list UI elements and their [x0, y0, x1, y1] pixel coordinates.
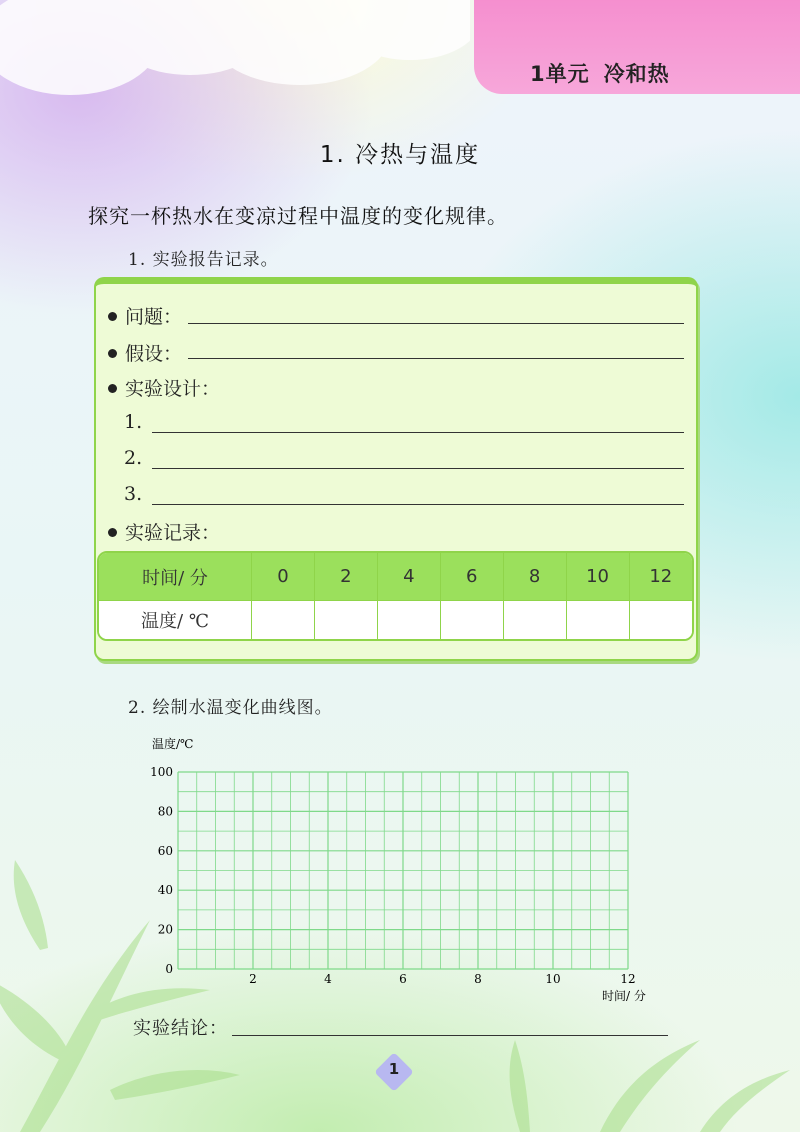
bullet-icon [108, 384, 117, 393]
temperature-input-cell[interactable] [252, 601, 315, 640]
design-step-2-label: 2. [124, 447, 143, 469]
design-step-3-label: 3. [124, 483, 143, 505]
temperature-input-cell[interactable] [314, 601, 377, 640]
bullet-icon [108, 312, 117, 321]
temperature-input-cell[interactable] [440, 601, 503, 640]
design-step-1-line[interactable] [152, 432, 684, 433]
lesson-title: 1. 冷热与温度 [319, 142, 481, 168]
temperature-chart-grid[interactable] [140, 730, 680, 1010]
section2-label: 2. 绘制水温变化曲线图。 [128, 698, 333, 718]
record-field [108, 518, 220, 545]
y-tick-label: 60 [157, 843, 173, 858]
temperature-row [99, 601, 692, 640]
x-tick-label: 4 [324, 972, 332, 986]
section1-label: 1. 实验报告记录。 [128, 250, 279, 270]
conclusion-answer-line[interactable] [232, 1035, 668, 1036]
bullet-icon [108, 349, 117, 358]
task-statement: 探究一杯热水在变凉过程中温度的变化规律。 [88, 204, 508, 228]
time-cell: 4 [377, 553, 440, 601]
unit-number-label: 1单元 [530, 62, 590, 86]
hypothesis-answer-line[interactable] [188, 358, 684, 359]
grid-lines [178, 772, 628, 969]
time-cell: 8 [503, 553, 566, 601]
x-tick-label: 8 [474, 972, 482, 986]
unit-heading [530, 58, 670, 88]
time-cell: 6 [440, 553, 503, 601]
y-tick-label: 20 [157, 922, 173, 937]
question-label: 问题： [125, 306, 183, 328]
record-table [97, 551, 694, 641]
x-tick-label: 12 [620, 972, 636, 986]
x-axis-ticks [249, 972, 635, 986]
question-answer-line[interactable] [188, 323, 684, 324]
time-row [99, 553, 692, 601]
temperature-input-cell[interactable] [566, 601, 629, 640]
x-tick-label: 2 [249, 972, 257, 986]
hypothesis-field [108, 339, 182, 366]
design-step-3-line[interactable] [152, 504, 684, 505]
x-axis-label: 时间/ 分 [602, 989, 646, 1003]
time-cell: 10 [566, 553, 629, 601]
x-tick-label: 6 [399, 972, 407, 986]
time-row-header: 时间/ 分 [99, 553, 252, 601]
bullet-icon [108, 528, 117, 537]
question-field [108, 302, 182, 329]
time-cell: 2 [314, 553, 377, 601]
temperature-input-cell[interactable] [629, 601, 692, 640]
design-step-2-line[interactable] [152, 468, 684, 469]
hypothesis-label: 假设： [125, 343, 183, 365]
design-field [108, 374, 220, 401]
design-step-1-label: 1. [124, 411, 143, 433]
time-cell: 12 [629, 553, 692, 601]
page-number: 1 [388, 1060, 400, 1078]
time-cell: 0 [252, 553, 315, 601]
y-axis-label: 温度/℃ [152, 737, 194, 751]
x-tick-label: 10 [545, 972, 561, 986]
design-label: 实验设计： [125, 378, 221, 400]
y-axis-ticks [150, 765, 173, 976]
y-tick-label: 80 [157, 804, 173, 819]
temperature-input-cell[interactable] [377, 601, 440, 640]
temperature-input-cell[interactable] [503, 601, 566, 640]
y-tick-label: 40 [157, 883, 173, 898]
unit-title: 冷和热 [603, 62, 670, 86]
record-label: 实验记录： [125, 522, 221, 544]
conclusion-label: 实验结论： [133, 1018, 228, 1039]
y-tick-label: 0 [165, 962, 173, 976]
y-tick-label: 100 [150, 765, 173, 779]
temperature-row-header: 温度/ ℃ [99, 601, 252, 640]
cloud-decoration [0, 0, 470, 110]
